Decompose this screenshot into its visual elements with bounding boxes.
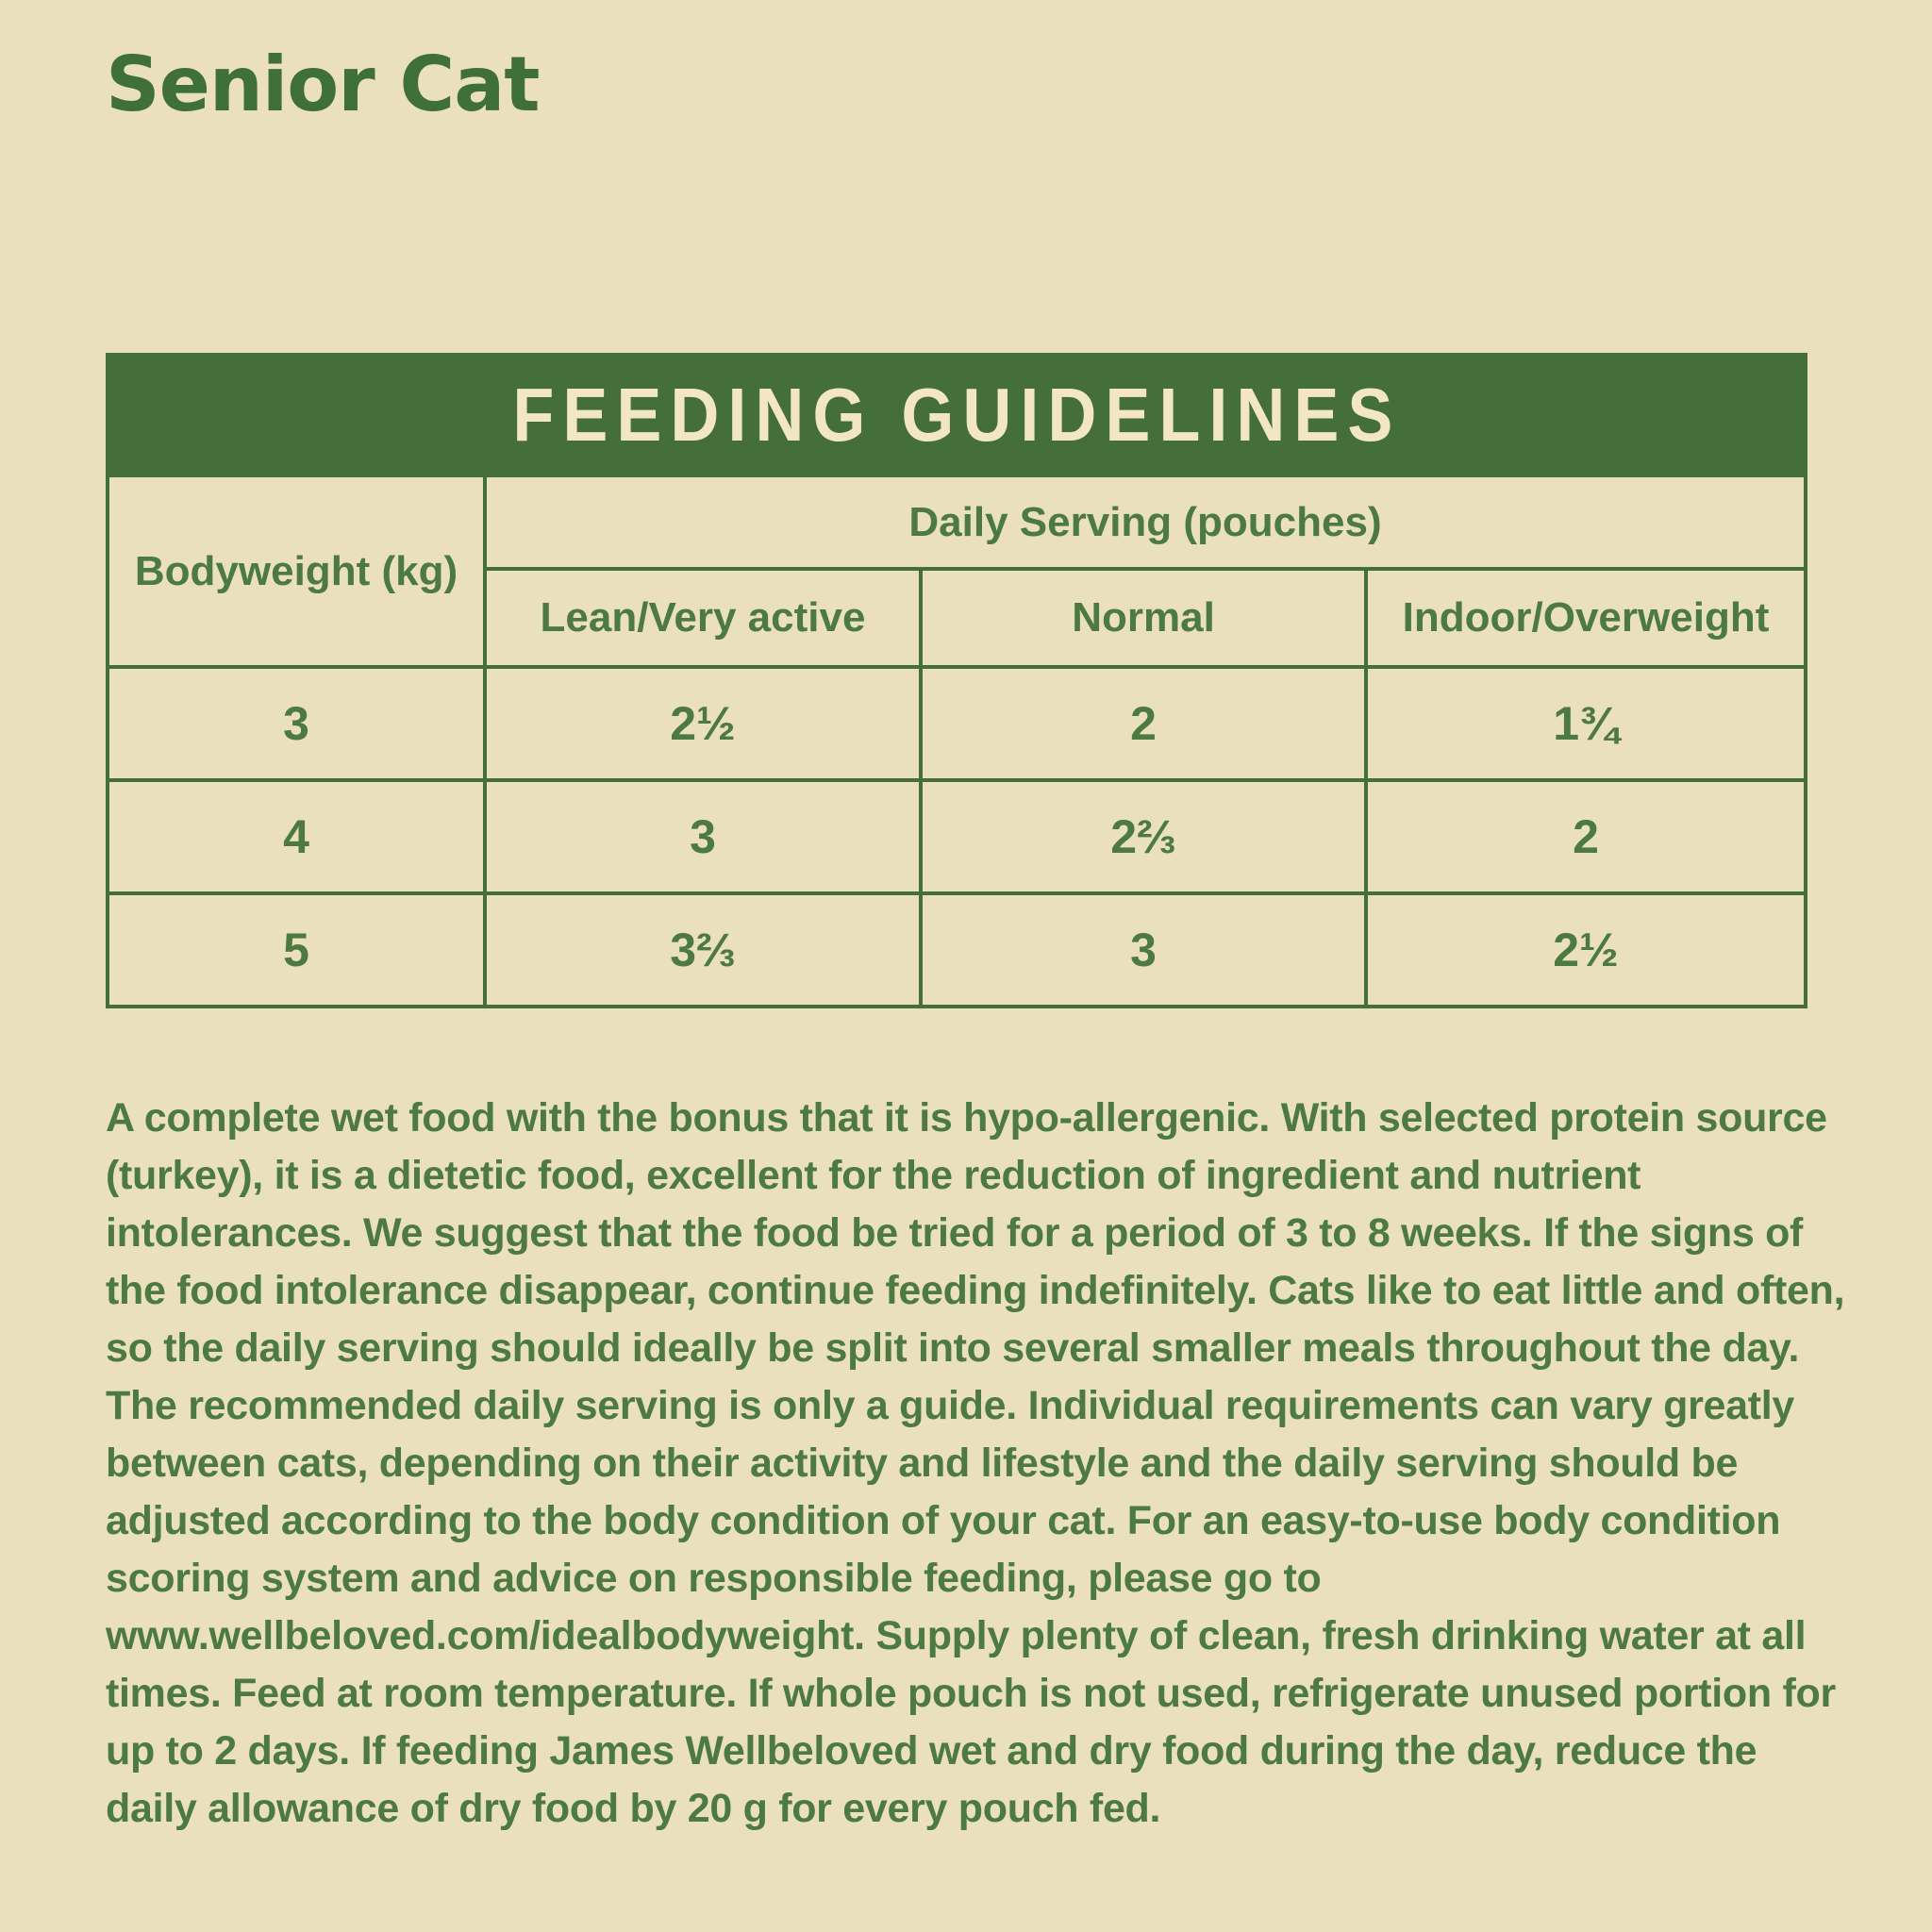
- serving-indoor-value: 2½: [1366, 893, 1806, 1007]
- col-header-lean-very-active: Lean/Very active: [485, 569, 921, 667]
- table-row: [108, 667, 1806, 780]
- table-title: FEEDING GUIDELINES: [511, 373, 1402, 457]
- col-header-daily-serving: Daily Serving (pouches): [485, 475, 1806, 569]
- col-header-bodyweight: Bodyweight (kg): [108, 475, 485, 667]
- table-row: [108, 780, 1806, 893]
- col-header-normal: Normal: [921, 569, 1366, 667]
- bodyweight-value: 3: [108, 667, 485, 780]
- serving-lean-value: 3: [485, 780, 921, 893]
- table-header-row-top: [108, 475, 1806, 569]
- serving-lean-value: 2½: [485, 667, 921, 780]
- bodyweight-value: 5: [108, 893, 485, 1007]
- feeding-guidelines-table: [106, 353, 1807, 1008]
- serving-indoor-value: 1¾: [1366, 667, 1806, 780]
- bodyweight-value: 4: [108, 780, 485, 893]
- table-title-row: [108, 355, 1806, 475]
- col-header-indoor-overweight: Indoor/Overweight: [1366, 569, 1806, 667]
- page-title: Senior Cat: [106, 41, 540, 128]
- serving-normal-value: 2⅔: [921, 780, 1366, 893]
- serving-indoor-value: 2: [1366, 780, 1806, 893]
- serving-lean-value: 3⅔: [485, 893, 921, 1007]
- table-row: [108, 893, 1806, 1007]
- serving-normal-value: 2: [921, 667, 1366, 780]
- table-title-band: [108, 355, 1806, 475]
- feeding-notes-paragraph: A complete wet food with the bonus that it is hypo-allergenic. With selected protein source (turkey), it is a dietetic food, excellent for the reduction of ingredient and nutrient intolerances. We suggest that the food be tried for a period of 3 to 8 weeks. If the signs of the food intolerance disappear, continue feeding indefinitely. Cats like to eat little and often, so the daily serving should ideally be split into several smaller meals throughout the day. The recommended daily serving is only a guide. Individual requirements can vary greatly between cats, depending on their activity and lifestyle and the daily serving should be adjusted according to the body condition of your cat. For an easy-to-use body condition scoring system and advice on responsible feeding, please go to www.wellbeloved.com/idealbodyweight. Supply plenty of clean, fresh drinking water at all times. Feed at room temperature. If whole pouch is not used, refrigerate unused portion for up to 2 days. If feeding James Wellbeloved wet and dry food during the day, reduce the daily allowance of dry food by 20 g for every pouch fed.: [106, 1095, 1845, 1831]
- serving-normal-value: 3: [921, 893, 1366, 1007]
